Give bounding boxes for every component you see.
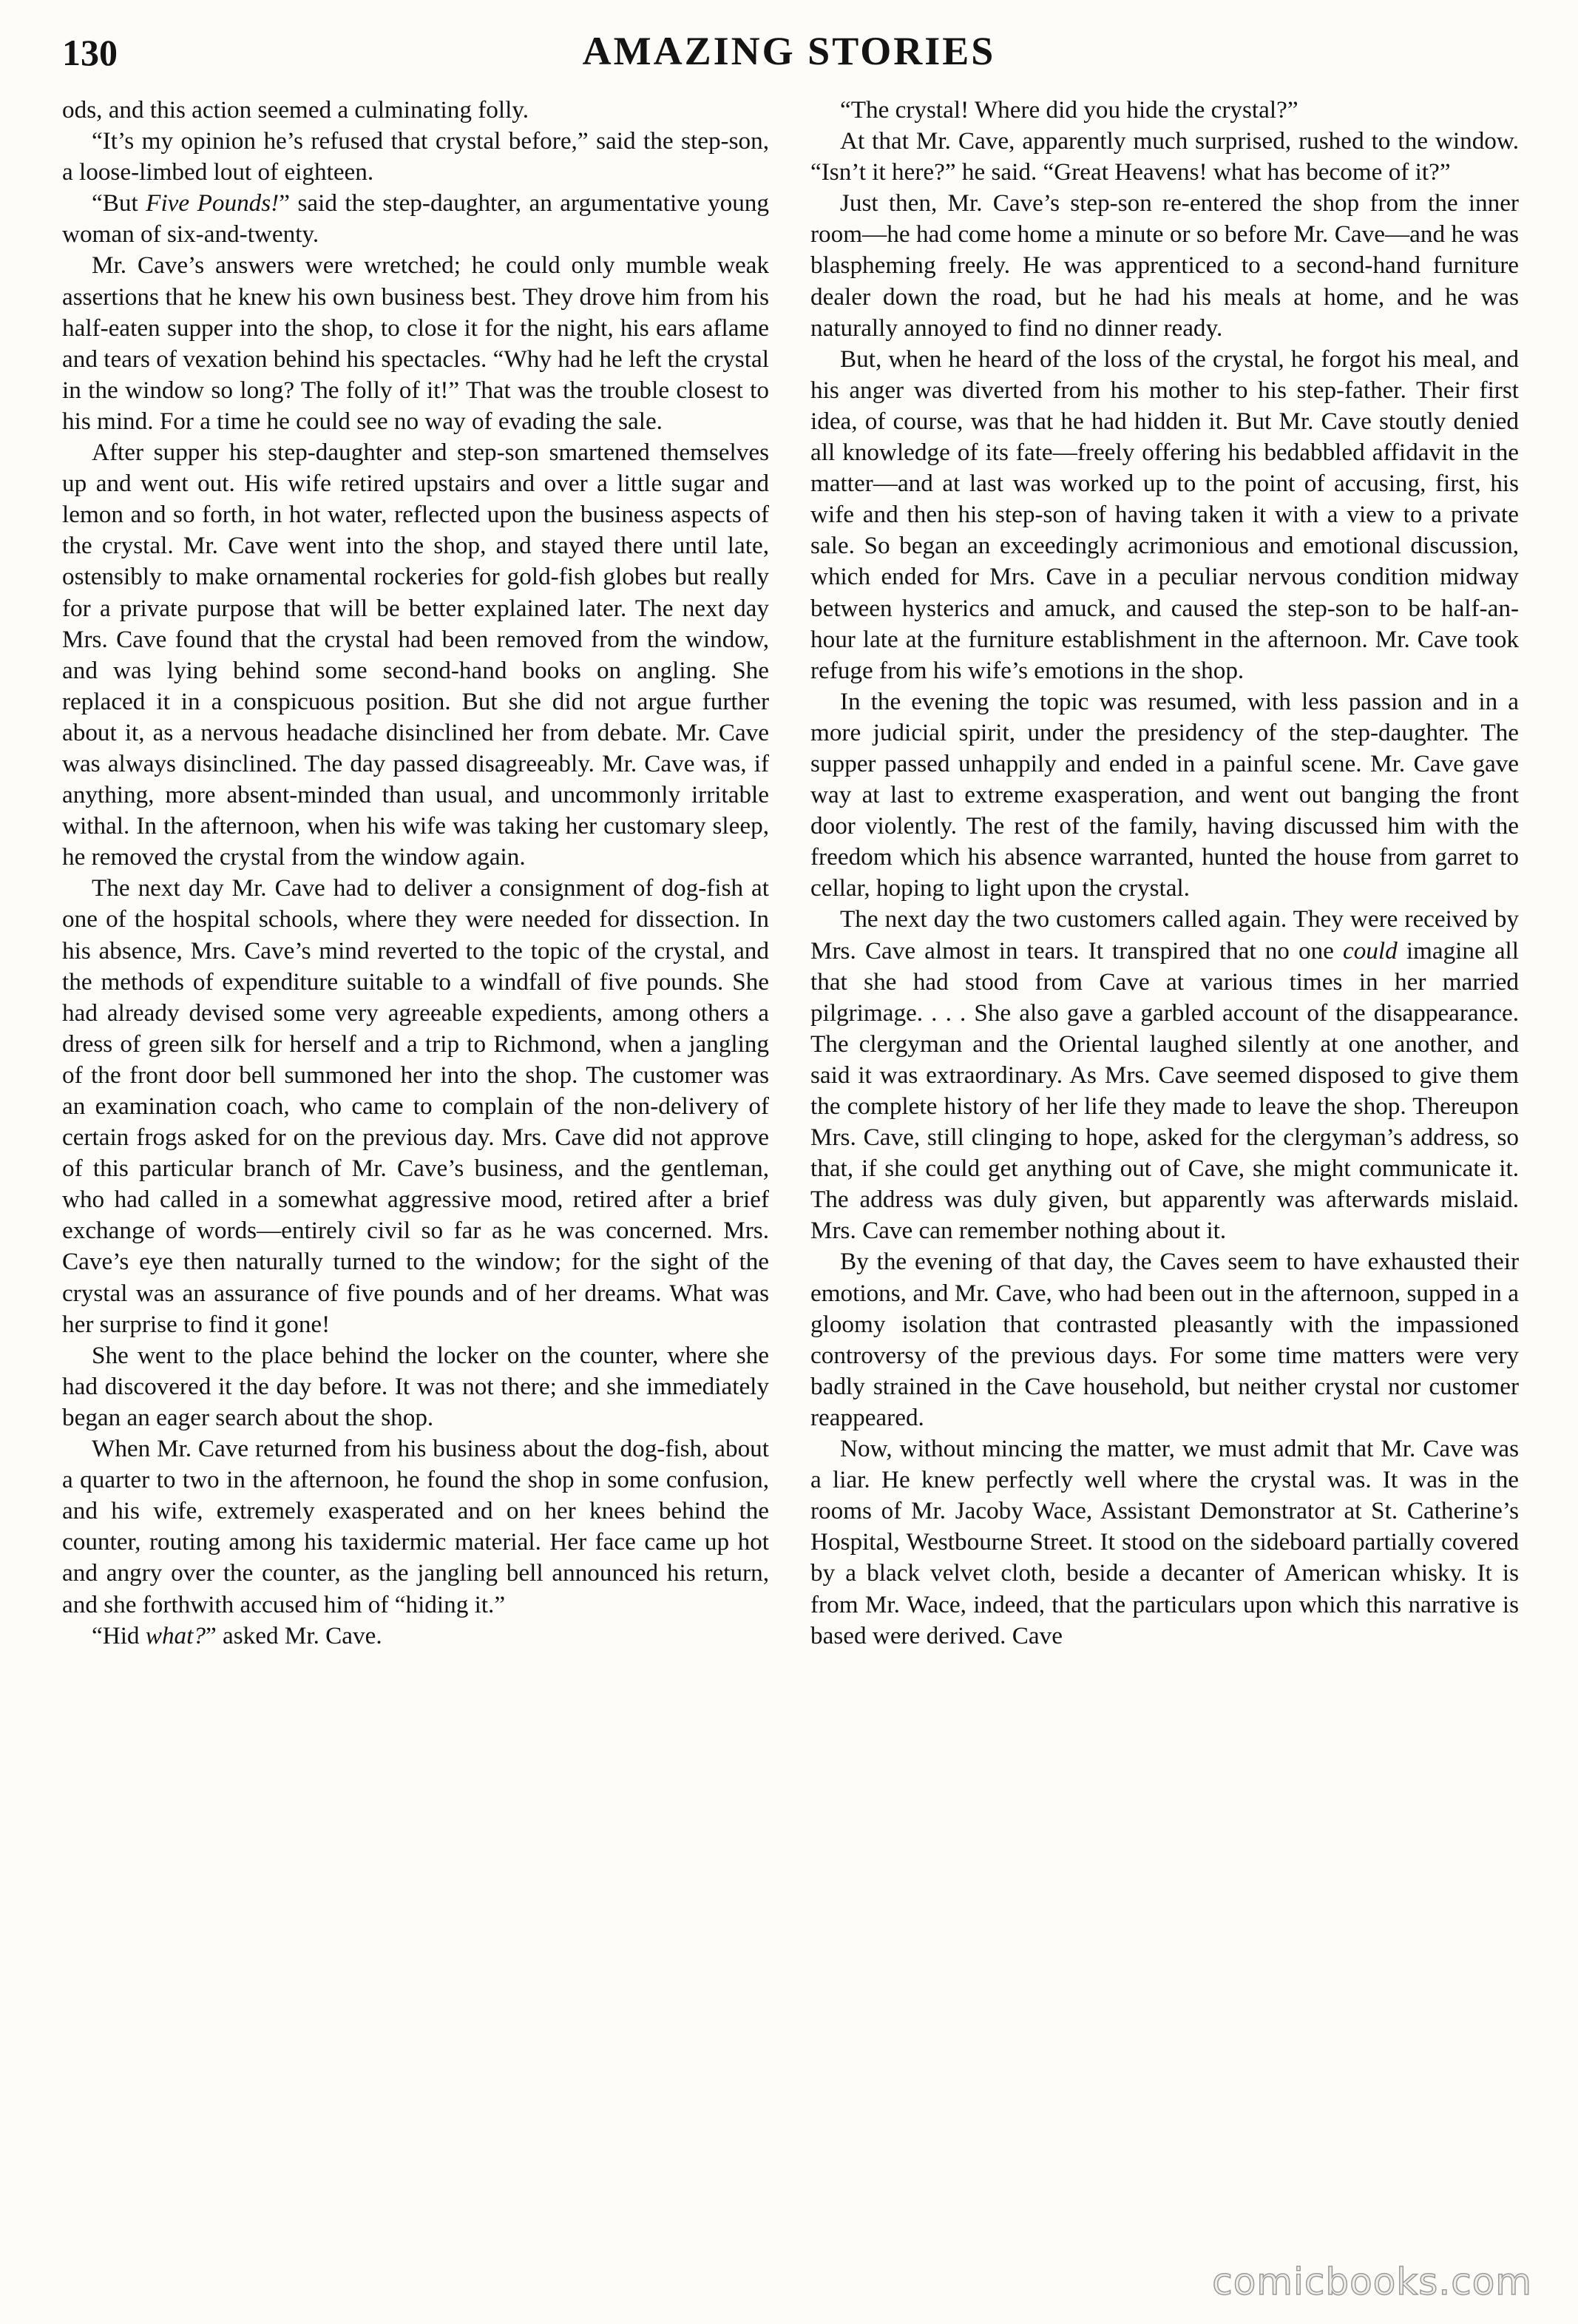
story-paragraph: “The crystal! Where did you hide the crystal?” xyxy=(840,96,1298,124)
story-paragraph: By the evening of that day, the Caves seem to have exhausted their emotions, and Mr. Cave, who had been out in the afternoon, supped in a gloomy isolation that contrasted pleasantly with the impassioned controversy of the previous days. For some time matters were very badly strained in the Cave household, but neither crystal nor customer reappeared. xyxy=(810,1248,1519,1431)
paragraph-text: “Hid xyxy=(92,1621,146,1649)
page-number: 130 xyxy=(62,32,118,73)
paragraph-text: imagine all that she had stood from Cave at various times in her married pilgrimage. . . . She also gave a garbled account of the disappearance. The clergyman and the Oriental laughed silently at one another, and said it was extraordinary. As Mrs. Cave seemed disposed to give them the complete history of her life they made to leave the shop. Thereupon Mrs. Cave, still clinging to hope, asked for the clergyman’s address, so that, if she could get anything out of Cave, she might communicate it. The address was duly given, but apparently was afterwards mislaid. Mrs. Cave can remember nothing about it. xyxy=(810,936,1519,1245)
story-paragraph: After supper his step-daughter and step-son smartened themselves up and went out. His wife retired upstairs and over a little sugar and lemon and so forth, in hot water, reflected upon the business aspects of the crystal. Mr. Cave went into the shop, and stayed there until late, ostensibly to make ornamental rockeries for gold-fish globes but really for a private purpose that will be better explained later. The next day Mrs. Cave found that the crystal had been removed from the window, and was lying behind some second-hand books on angling. She replaced it in a conspicuous position. But she did not argue further about it, as a nervous headache disinclined her from debate. Mr. Cave was always disinclined. The day passed disagreeably. Mr. Cave was, if anything, more absent-minded than usual, and uncommonly irritable withal. In the afternoon, when his wife was taking her customary sleep, he removed the crystal from the window again. xyxy=(62,439,769,871)
story-paragraph: In the evening the topic was resumed, with less passion and in a more judicial spirit, under the presidency of the step-daughter. The supper passed unhappily and ended in a painful scene. Mr. Cave gave way at last to extreme exasperation, and went out banging the front door violently. The rest of the family, having discussed him with the freedom which his absence warranted, hunted the house from garret to cellar, hoping to light upon the crystal. xyxy=(810,687,1519,902)
paragraph-text: ” said the step-daughter, an argumentative young woman of six-and-twenty. xyxy=(62,189,769,249)
story-paragraph xyxy=(810,904,1519,1246)
story-paragraph: But, when he heard of the loss of the crystal, he forgot his meal, and his anger was diverted from his mother to his step-father. Their first idea, of course, was that he had hidden it. But Mr. Cave stoutly denied all knowledge of its fate—freely offering his bedabbled affidavit in the matter—and at last was worked up to the point of accusing, first, his wife and then his step-son of having taken it with a view to a private sale. So began an exceedingly acrimonious and emotional discussion, which ended for Mrs. Cave in a peculiar nervous condition midway between hysterics and amuck, and caused the step-son to be half-an-hour late at the furniture establishment in the afternoon. Mr. Cave took refuge from his wife’s emotions in the shop. xyxy=(810,345,1519,684)
page-header xyxy=(62,28,1516,87)
story-paragraph xyxy=(62,1621,769,1652)
story-paragraph: She went to the place behind the locker on the counter, where she had discovered it the day before. It was not there; and she immediately began an eager search about the shop. xyxy=(62,1341,769,1431)
story-paragraph xyxy=(62,188,769,250)
italic-emphasis: what? xyxy=(145,1621,206,1649)
story-paragraph: When Mr. Cave returned from his business about the dog-fish, about a quarter to two in the afternoon, he found the shop in some confusion, and his wife, extremely exasperated and on her knees behind the counter, routing among his taxidermic material. Her face came up hot and angry over the counter, as the jangling bell announced his return, and she forthwith accused him of “hiding it.” xyxy=(62,1435,769,1618)
story-paragraph: At that Mr. Cave, apparently much surprised, rushed to the window. “Isn’t it here?” he said. “Great Heavens! what has become of it?” xyxy=(810,127,1519,186)
paragraph-text: ” asked Mr. Cave. xyxy=(205,1621,382,1649)
story-paragraph: Mr. Cave’s answers were wretched; he could only mumble weak assertions that he knew his own business best. They drove him from his half-eaten supper into the shop, to close it for the night, his ears aflame and tears of vexation behind his spectacles. “Why had he left the crystal in the window so long? The folly of it!” That was the trouble closest to his mind. For a time he could see no way of evading the sale. xyxy=(62,251,769,435)
story-paragraph: Just then, Mr. Cave’s step-son re-entered the shop from the inner room—he had come home a minute or so before Mr. Cave—and he was blaspheming freely. He was apprenticed to a second-hand furniture dealer down the road, but he had his meals at home, and he was naturally annoyed to find no dinner ready. xyxy=(810,189,1519,342)
story-paragraph: “It’s my opinion he’s refused that crystal before,” said the step-son, a loose-limbed lout of eighteen. xyxy=(62,127,769,186)
paragraph-text: “But xyxy=(92,189,146,217)
left-column xyxy=(62,95,769,2284)
right-column xyxy=(810,95,1519,2284)
italic-emphasis: Five Pounds! xyxy=(146,189,280,217)
italic-emphasis: could xyxy=(1343,936,1398,965)
paragraph-text: The next day the two customers called again. They were received by Mrs. Cave almost in tears. It transpired that no one xyxy=(810,905,1519,965)
story-paragraph: The next day Mr. Cave had to deliver a consignment of dog-fish at one of the hospital schools, where they were needed for dissection. In his absence, Mrs. Cave’s mind reverted to the topic of the crystal, and the methods of expenditure suitable to a windfall of five pounds. She had already devised some very agreeable expedients, among others a dress of green silk for herself and a trip to Richmond, when a jangling of the front door bell summoned her into the shop. The customer was an examination coach, who came to complain of the non-delivery of certain frogs asked for on the previous day. Mrs. Cave did not approve of this particular branch of Mr. Cave’s business, and the gentleman, who had called in a somewhat aggressive mood, retired after a brief exchange of words—entirely civil so far as he was concerned. Mrs. Cave’s eye then naturally turned to the window; for the sight of the crystal was an assurance of five pounds and of her dreams. What was her surprise to find it gone! xyxy=(62,874,769,1338)
story-paragraph: Now, without mincing the matter, we must admit that Mr. Cave was a liar. He knew perfectly well where the crystal was. It was in the rooms of Mr. Jacoby Wace, Assistant Demonstrator at St. Catherine’s Hospital, Westbourne Street. It stood on the sideboard partially covered by a black velvet cloth, beside a decanter of American whisky. It is from Mr. Wace, indeed, that the particulars upon which this narrative is based were derived. Cave xyxy=(810,1435,1519,1649)
running-title: AMAZING STORIES xyxy=(582,29,996,73)
story-paragraph: ods, and this action seemed a culminating folly. xyxy=(62,96,529,124)
watermark: comicbooks.com xyxy=(1212,2260,1532,2303)
